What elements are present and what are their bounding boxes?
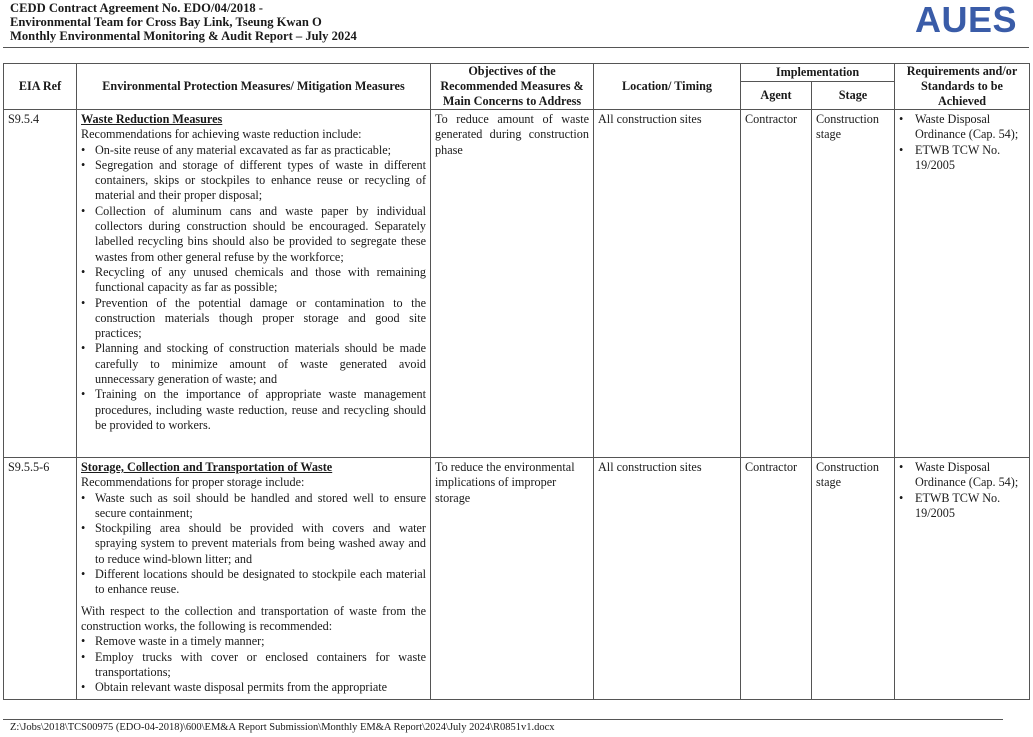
- header-requirements: Requirements and/or Standards to be Achieved: [895, 64, 1030, 110]
- row-eia-ref: S9.5.4: [4, 110, 77, 458]
- list-item: • Waste Disposal Ordinance (Cap. 54);: [899, 460, 1025, 491]
- document-header: [10, 1, 357, 44]
- list-item: • Remove waste in a timely manner;: [81, 634, 426, 649]
- mitigation-measures-table: [3, 63, 1030, 700]
- row-objective: To reduce the environmental implications of improper storage: [431, 458, 594, 700]
- measure-list: [81, 491, 426, 598]
- row-eia-ref: S9.5.5-6: [4, 458, 77, 700]
- list-item: • Stockpiling area should be provided with covers and water spraying system to prevent materials from being washed away and to reduce wind-blown litter; and: [81, 521, 426, 567]
- header-implementation: Implementation: [741, 64, 895, 82]
- header-location: Location/ Timing: [594, 64, 741, 110]
- list-item: • Segregation and storage of different types of waste in different containers, skips or stockpiles to enhance reuse or recycling of material and their proper disposal;: [81, 158, 426, 204]
- list-item: • Training on the importance of appropriate waste management procedures, including waste reduction, reuse and recycling should be provided to workers.: [81, 387, 426, 433]
- measure-title: Storage, Collection and Transportation of Waste: [81, 460, 333, 474]
- measure-list: [81, 143, 426, 434]
- list-item: • Employ trucks with cover or enclosed containers for waste transportations;: [81, 650, 426, 681]
- row-agent: Contractor: [741, 458, 812, 700]
- row-measures: [77, 110, 431, 458]
- header-team-line: Environmental Team for Cross Bay Link, Tseung Kwan O: [10, 15, 322, 30]
- row-stage: Construction stage: [812, 458, 895, 700]
- table-row: [4, 458, 1030, 700]
- header-measures: Environmental Protection Measures/ Mitigation Measures: [77, 64, 431, 110]
- row-requirements: [895, 110, 1030, 458]
- header-agent: Agent: [741, 81, 812, 109]
- list-item: • Obtain relevant waste disposal permits from the appropriate: [81, 680, 426, 695]
- header-objectives: Objectives of the Recommended Measures & Main Concerns to Address: [431, 64, 594, 110]
- requirements-list: [899, 112, 1025, 173]
- row-measures: [77, 458, 431, 700]
- header-divider: [3, 47, 1029, 48]
- list-item: • Recycling of any unused chemicals and those with remaining functional capacity as far as possible;: [81, 265, 426, 296]
- row-location: All construction sites: [594, 458, 741, 700]
- header-stage: Stage: [812, 81, 895, 109]
- header-report-line: Monthly Environmental Monitoring & Audit Report – July 2024: [10, 29, 357, 44]
- list-item: • Prevention of the potential damage or contamination to the construction materials though proper storage and good site practices;: [81, 296, 426, 342]
- row-objective: To reduce amount of waste generated during construction phase: [431, 110, 594, 458]
- measure-list: [81, 634, 426, 695]
- list-item: • Waste such as soil should be handled and stored well to ensure secure containment;: [81, 491, 426, 522]
- list-item: • Different locations should be designated to stockpile each material to enhance reuse.: [81, 567, 426, 598]
- measure-title: Waste Reduction Measures: [81, 112, 223, 126]
- measure-paragraph: With respect to the collection and transportation of waste from the construction works, the following is recommended:: [81, 603, 426, 633]
- table-row: [4, 110, 1030, 458]
- row-stage: Construction stage: [812, 110, 895, 458]
- aues-logo: AUES: [915, 0, 1018, 40]
- requirements-list: [899, 460, 1025, 521]
- row-location: All construction sites: [594, 110, 741, 458]
- list-item: • Collection of aluminum cans and waste paper by individual collectors during construction should be encouraged. Separately labelled recycling bins should also be provided to segregate these wastes from other general refuse by the workforce;: [81, 204, 426, 265]
- list-item: • ETWB TCW No. 19/2005: [899, 143, 1025, 174]
- header-contract-line: CEDD Contract Agreement No. EDO/04/2018 -: [10, 1, 264, 15]
- row-agent: Contractor: [741, 110, 812, 458]
- list-item: • Waste Disposal Ordinance (Cap. 54);: [899, 112, 1025, 143]
- header-eia-ref: EIA Ref: [4, 64, 77, 110]
- list-item: • Planning and stocking of construction materials should be made carefully to minimize amount of waste generated avoid unnecessary generation of waste; and: [81, 341, 426, 387]
- row-requirements: [895, 458, 1030, 700]
- list-item: • ETWB TCW No. 19/2005: [899, 491, 1025, 522]
- list-item: • On-site reuse of any material excavated as far as practicable;: [81, 143, 426, 158]
- measure-intro: Recommendations for achieving waste reduction include:: [81, 127, 362, 142]
- footer-divider: [3, 719, 1003, 720]
- footer-file-path: Z:\Jobs\2018\TCS00975 (EDO-04-2018)\600\EM&A Report Submission\Monthly EM&A Report\2024\July 2024\R0851v1.docx: [10, 722, 555, 733]
- measure-intro: Recommendations for proper storage include:: [81, 475, 305, 490]
